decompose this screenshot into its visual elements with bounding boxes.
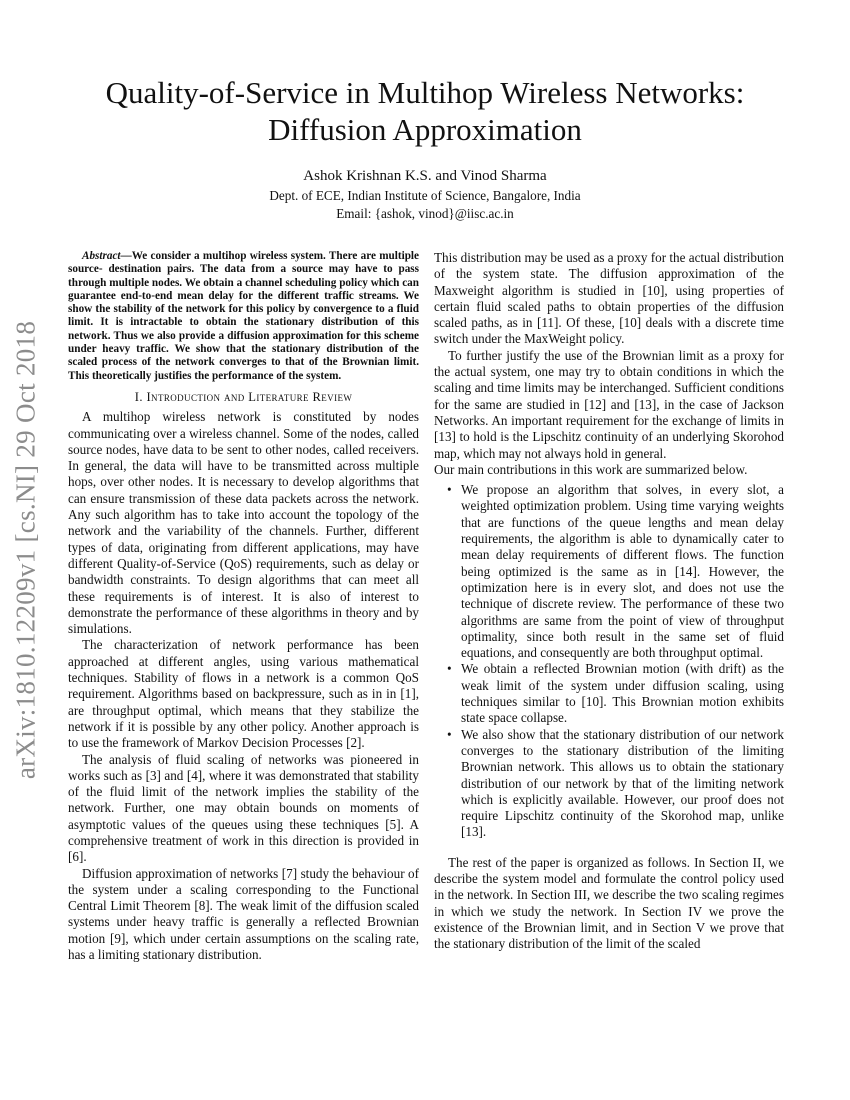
left-column bbox=[68, 250, 419, 963]
list-item bbox=[434, 727, 784, 841]
paper-title-line-1: Quality-of-Service in Multihop Wireless Networks: bbox=[105, 75, 745, 110]
section-heading-introduction bbox=[68, 389, 419, 405]
contribution-text-2: We obtain a reflected Brownian motion (with drift) as the weak limit of the system under diffusion scaling, using techniques similar to [10]. This Brownian motion exhibits state space collapse. bbox=[461, 661, 784, 726]
paper-affiliation: Dept. of ECE, Indian Institute of Science, Bangalore, India bbox=[269, 188, 581, 203]
bullet-icon: • bbox=[447, 661, 452, 677]
right-paragraph-1: This distribution may be used as a proxy for the actual distribution of the system state. The diffusion approximation of the Maxweight algorithm is studied in [10], using properties of certain fluid scaled paths to obtain properties of the diffusion scaled paths, as in [11]. Of these, [10] deals with a discrete time switch under the MaxWeight policy. bbox=[434, 250, 784, 347]
intro-paragraph-2: The characterization of network performance has been approached at different angles, using various mathematical techniques. Stability of flows in a network is a common QoS requirement. Algorithms based on backpressure, such as in in [1], are throughput optimal, which means that they stabilize the network if it is possible by any other policy. Another approach is to use the framework of Markov Decision Processes [2]. bbox=[68, 637, 419, 751]
spacer bbox=[434, 847, 784, 855]
paper-title-line-2: Diffusion Approximation bbox=[268, 112, 582, 147]
list-item bbox=[434, 482, 784, 661]
bullet-icon: • bbox=[447, 482, 452, 498]
contributions-list bbox=[434, 482, 784, 841]
intro-paragraph-1: A multihop wireless network is constituted by nodes communicating over a wireless channel. Some of the nodes, called source nodes, have data to be sent to other nodes, called receivers. In general, the data will have to be transmitted across multiple hops, over other nodes. It is necessary to develop algorithms that can ensure transmission of these data packets across the network. Any such algorithm has to take into account the topology of the network and the variability of the channels. Further, different types of data, originating from different applications, may have different Quality-of-Service (QoS) requirements, such as delay or bandwidth constraints. To design algorithms that can meet all these requirements is of interest. It is also of interest to demonstrate the performance of these algorithms in theory and by simulations. bbox=[68, 409, 419, 637]
right-column bbox=[434, 250, 784, 952]
abstract-text: We consider a multihop wireless system. There are multiple source- destination pairs. The data from a source may have to pass through multiple nodes. We obtain a channel scheduling policy which can guarantee end-to-end mean delay for the different traffic streams. We show the stability of the network for this policy by convergence to a fluid limit. It is intractable to obtain the stationary distribution of this network. Thus we also provide a diffusion approximation for this scheme under heavy traffic. We show that the stationary distribution of the scaled process of the network converges to that of the Brownian limit. This theoretically justifies the performance of the system. bbox=[68, 250, 419, 382]
contributions-intro: Our main contributions in this work are summarized below. bbox=[434, 461, 748, 477]
abstract-dash: — bbox=[120, 250, 132, 262]
list-item bbox=[434, 661, 784, 726]
paper-title bbox=[50, 74, 800, 148]
arxiv-identifier-text: arXiv:1810.12209v1 [cs.NI] 29 Oct 2018 bbox=[10, 320, 41, 780]
abstract-lead: Abstract bbox=[82, 250, 121, 262]
intro-paragraph-3: The analysis of fluid scaling of networks was pioneered in works such as [3] and [4], where it was demonstrated that stability of the fluid limit of the network implies the stability of the network. Further, one may obtain bounds on moments of asymptotic values of the queues using these techniques [5]. A comprehensive treatment of work in this direction is provided in [6]. bbox=[68, 751, 419, 865]
contribution-text-3: We also show that the stationary distribution of our network converges to the stationary distribution of the limiting Brownian network. This allows us to obtain the stationary distribution of our network by that of the limiting network which is explicitly available. However, our proof does not require Lipschitz continuity of the Skorohod map, unlike [13]. bbox=[461, 726, 784, 840]
contribution-text-1: We propose an algorithm that solves, in every slot, a weighted optimization problem. Using time varying weights that are functions of the queue lengths and mean delay requirements, the algorithm is able to dynamically cater to mean delay requirements of different flows. The function being optimized is the same as in [14]. However, the optimization here is in every slot, and does not use the technique of discrete review. The performance of these two algorithms are same from the point of view of throughput optimality, since both result in the same set of fluid equations, and consequently are both throughput optimal. bbox=[461, 482, 784, 661]
abstract bbox=[68, 250, 419, 383]
paper-email: Email: {ashok, vinod}@iisc.ac.in bbox=[336, 206, 514, 221]
arxiv-identifier-stamp bbox=[6, 300, 46, 800]
section-number: I. bbox=[134, 389, 143, 404]
closing-paragraph: The rest of the paper is organized as follows. In Section II, we describe the system model and formulate the control policy used in the network. In Section III, we describe the two scaling regimes in which we study the network. In Section IV we prove the existence of the Brownian limit, and in Section V we prove that the stationary distribution of the limit of the scaled bbox=[434, 854, 784, 952]
right-paragraph-2: To further justify the use of the Brownian limit as a proxy for the actual system, one may try to obtain conditions in which the scaling and time limits may be interchanged. Sufficient conditions for the same are studied in [12] and [13], in the case of Jackson Networks. An important requirement for the exchange of limits in [13] to hold is the Lipschitz continuity of an underlying Skorohod map, which may not always hold in general. bbox=[434, 347, 784, 461]
intro-paragraph-4: Diffusion approximation of networks [7] study the behaviour of the system under a scaling corresponding to the Functional Central Limit Theorem [8]. The weak limit of the diffusion scaled systems under heavy traffic is generally a reflected Brownian motion [9], which under certain assumptions on the scaling rate, has a limiting stationary distribution. bbox=[68, 865, 419, 963]
bullet-icon: • bbox=[447, 726, 452, 742]
section-title: Introduction and Literature Review bbox=[146, 389, 353, 404]
paper-authors: Ashok Krishnan K.S. and Vinod Sharma bbox=[303, 168, 547, 184]
